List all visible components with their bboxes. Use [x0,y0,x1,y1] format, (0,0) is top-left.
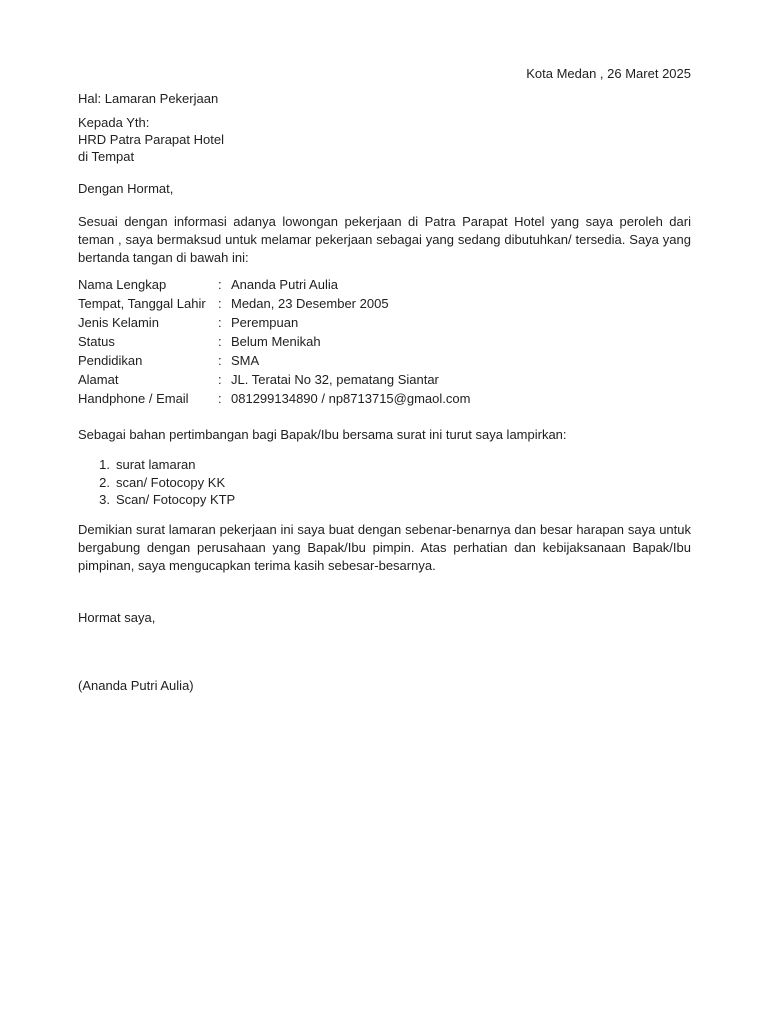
detail-label: Status [78,334,115,349]
detail-separator: : [218,353,222,368]
detail-value: Medan, 23 Desember 2005 [231,296,389,311]
detail-label: Alamat [78,372,119,387]
detail-separator: : [218,296,222,311]
detail-row [78,390,470,409]
recipient-line: HRD Patra Parapat Hotel [78,132,224,147]
letter-content [78,65,691,695]
closing-paragraph: Demikian surat lamaran pekerjaan ini saya buat dengan sebenar-benarnya dan besar harapan saya untuk bergabung dengan perusahaan yang Bapak/Ibu pimpin. Atas perhatian dan kebijaksanaan Bapak/Ibu pimpinan, saya mengucapkan terima kasih sebesar-besarnya. [78,521,691,573]
detail-separator: : [218,277,222,292]
applicant-details-table [78,276,470,409]
detail-label: Nama Lengkap [78,277,167,292]
list-number: 3. [99,492,110,507]
list-text: scan/ Fotocopy KK [116,474,226,490]
list-item [78,456,691,474]
place-date: Kota Medan , 26 Maret 2025 [526,66,691,81]
detail-row [78,314,470,333]
detail-separator: : [218,315,222,330]
recipient-line: Kepada Yth: [78,115,150,130]
detail-row [78,295,470,314]
list-number: 2. [99,474,110,490]
detail-value: Ananda Putri Aulia [231,277,338,292]
signature-name: (Ananda Putri Aulia) [78,677,194,693]
salutation: Dengan Hormat, [78,181,174,196]
letter-subject: Hal: Lamaran Pekerjaan [78,91,219,106]
detail-value: JL. Teratai No 32, pematang Siantar [231,372,439,387]
detail-label: Handphone / Email [78,391,189,406]
detail-row [78,333,470,352]
list-text: surat lamaran [116,457,196,472]
list-item [78,491,691,509]
recipient-line: di Tempat [78,149,135,164]
detail-row [78,276,470,295]
detail-value: Perempuan [231,315,299,330]
detail-separator: : [218,334,222,349]
detail-value: 081299134890 / np8713715@gmaol.com [231,391,471,406]
detail-row [78,371,470,390]
detail-value: Belum Menikah [231,334,321,349]
detail-separator: : [218,391,222,406]
list-number: 1. [99,457,110,472]
detail-value: SMA [231,353,260,368]
list-text: Scan/ Fotocopy KTP [116,492,236,507]
attachments-list [78,456,691,509]
list-item [78,474,691,492]
detail-label: Tempat, Tanggal Lahir [78,296,206,311]
detail-label: Pendidikan [78,353,143,368]
detail-row [78,352,470,371]
recipient-block [78,114,691,165]
intro-paragraph: Sesuai dengan informasi adanya lowongan pekerjaan di Patra Parapat Hotel yang saya peroleh dari teman , saya bermaksud untuk melamar pekerjaan sebagai yang sedang dibutuhkan/ tersedia. Saya yang bertanda tangan di bawah ini: [78,214,691,265]
closing-phrase: Hormat saya, [78,609,156,625]
attachments-intro: Sebagai bahan pertimbangan bagi Bapak/Ibu bersama surat ini turut saya lampirkan: [78,427,567,442]
detail-separator: : [218,372,222,387]
detail-label: Jenis Kelamin [78,315,159,330]
